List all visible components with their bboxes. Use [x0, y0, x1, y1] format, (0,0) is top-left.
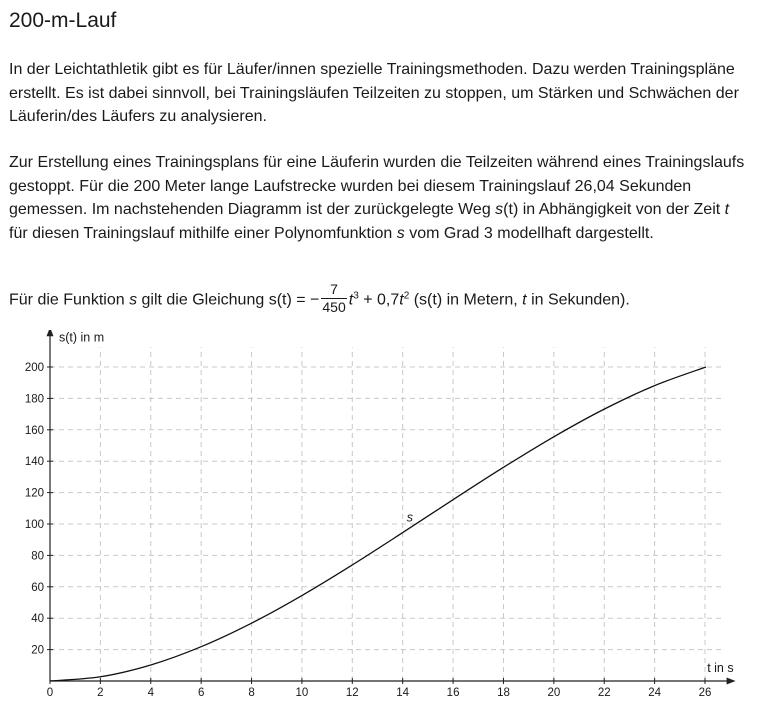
data-point — [705, 366, 706, 367]
y-tick-label: 120 — [24, 487, 44, 500]
data-point — [503, 467, 504, 468]
data-point — [150, 664, 151, 665]
data-point — [251, 623, 252, 624]
data-point — [100, 676, 101, 677]
y-tick-label: 180 — [24, 393, 44, 406]
x-axis-label: t in s — [707, 661, 734, 675]
equation-fraction — [321, 281, 346, 316]
data-point — [49, 680, 50, 681]
y-tick-label: 80 — [31, 550, 44, 563]
equation-t-squared: t — [399, 291, 404, 309]
y-tick-label: 20 — [31, 644, 44, 657]
distance-time-chart — [0, 330, 759, 711]
intro-paragraph: In der Leichtathletik gibt es für Läufer/innen spezielle Trainingsmethoden. Dazu werden Trainingspläne erstellt. Es ist dabei sinnvoll, bei Trainingsläufen Teilzeiten zu stoppen, um Stärken und Schwächen der Läuferin/des Läufers zu analysieren. — [9, 61, 739, 125]
y-axis-arrow-icon — [47, 330, 54, 336]
x-tick-label: 8 — [248, 687, 255, 699]
x-tick-label: 4 — [147, 687, 154, 699]
equation-text-3: (s(t) in Metern, — [409, 291, 523, 309]
x-axis-arrow-icon — [727, 678, 736, 685]
data-point — [604, 409, 605, 410]
page-title: 200-m-Lauf — [9, 9, 117, 32]
data-point — [402, 532, 403, 533]
y-tick-label: 140 — [24, 456, 44, 469]
x-tick-label: 22 — [597, 687, 611, 699]
x-tick-label: 26 — [698, 687, 712, 699]
chart-axes — [47, 330, 736, 685]
x-tick-label: 0 — [46, 687, 54, 699]
x-tick-label: 2 — [97, 687, 104, 699]
data-point — [301, 595, 302, 596]
x-tick-label: 6 — [197, 687, 205, 699]
y-tick-label: 100 — [24, 519, 44, 531]
equation-exponent-3: 3 — [353, 290, 359, 302]
equation-exponent-2: 2 — [403, 290, 410, 302]
equation-t-cubed: t — [348, 291, 354, 309]
x-tick-label: 16 — [446, 687, 460, 699]
fraction-numerator: 7 — [321, 281, 346, 299]
fraction-denominator: 450 — [322, 299, 346, 315]
equation-lhs: s(t) = − — [268, 291, 320, 309]
chart-ticks — [25, 362, 712, 699]
chart-grid — [50, 347, 722, 681]
data-point — [452, 499, 453, 500]
context-paragraph — [9, 151, 751, 245]
x-tick-label: 24 — [648, 687, 662, 699]
equation-var-t: t — [522, 291, 527, 309]
data-point — [553, 436, 554, 437]
equation-text-4: in Sekunden). — [526, 291, 630, 309]
data-point — [201, 646, 202, 647]
data-point — [654, 385, 655, 386]
equation-text-1: Für die Funktion — [9, 291, 130, 309]
y-tick-label: 160 — [24, 424, 44, 437]
y-tick-label: 60 — [31, 581, 44, 594]
context-text-3: für diesen Trainingslauf mithilfe einer Polynomfunktion — [9, 224, 397, 242]
y-tick-label: 40 — [31, 613, 44, 626]
context-var-t: t — [724, 201, 730, 218]
context-paren-t: (t) — [503, 201, 519, 218]
context-text-1: Zur Erstellung eines Trainingsplans für eine Läuferin wurden die Teilzeiten während eines Trainingslaufs gestoppt. Für die 200 Meter lange Laufstrecke wurden bei diesem Trainingslauf 26,04 Sekunden gemessen. Im nachstehenden Diagramm ist der zurückgelegte Weg — [9, 154, 745, 218]
context-text-4: vom Grad 3 modellhaft dargestellt. — [404, 224, 654, 242]
x-tick-label: 12 — [345, 687, 359, 699]
equation-text-2: gilt die Gleichung — [137, 291, 269, 309]
curve-label: s — [406, 510, 413, 525]
x-tick-label: 10 — [295, 687, 309, 699]
context-var-s2: s — [396, 224, 405, 242]
context-text-2: in Abhängigkeit von der Zeit — [518, 201, 725, 218]
context-var-s: s — [495, 201, 504, 218]
data-point — [352, 564, 353, 565]
y-tick-label: 200 — [24, 362, 44, 374]
equation-paragraph — [9, 283, 751, 318]
y-axis-label: s(t) in m — [59, 330, 105, 345]
x-tick-label: 20 — [547, 687, 561, 699]
equation-plus-term: + 0,7 — [358, 291, 400, 309]
equation-var-s: s — [129, 291, 138, 309]
x-tick-label: 18 — [497, 687, 510, 699]
x-tick-label: 14 — [396, 687, 410, 699]
